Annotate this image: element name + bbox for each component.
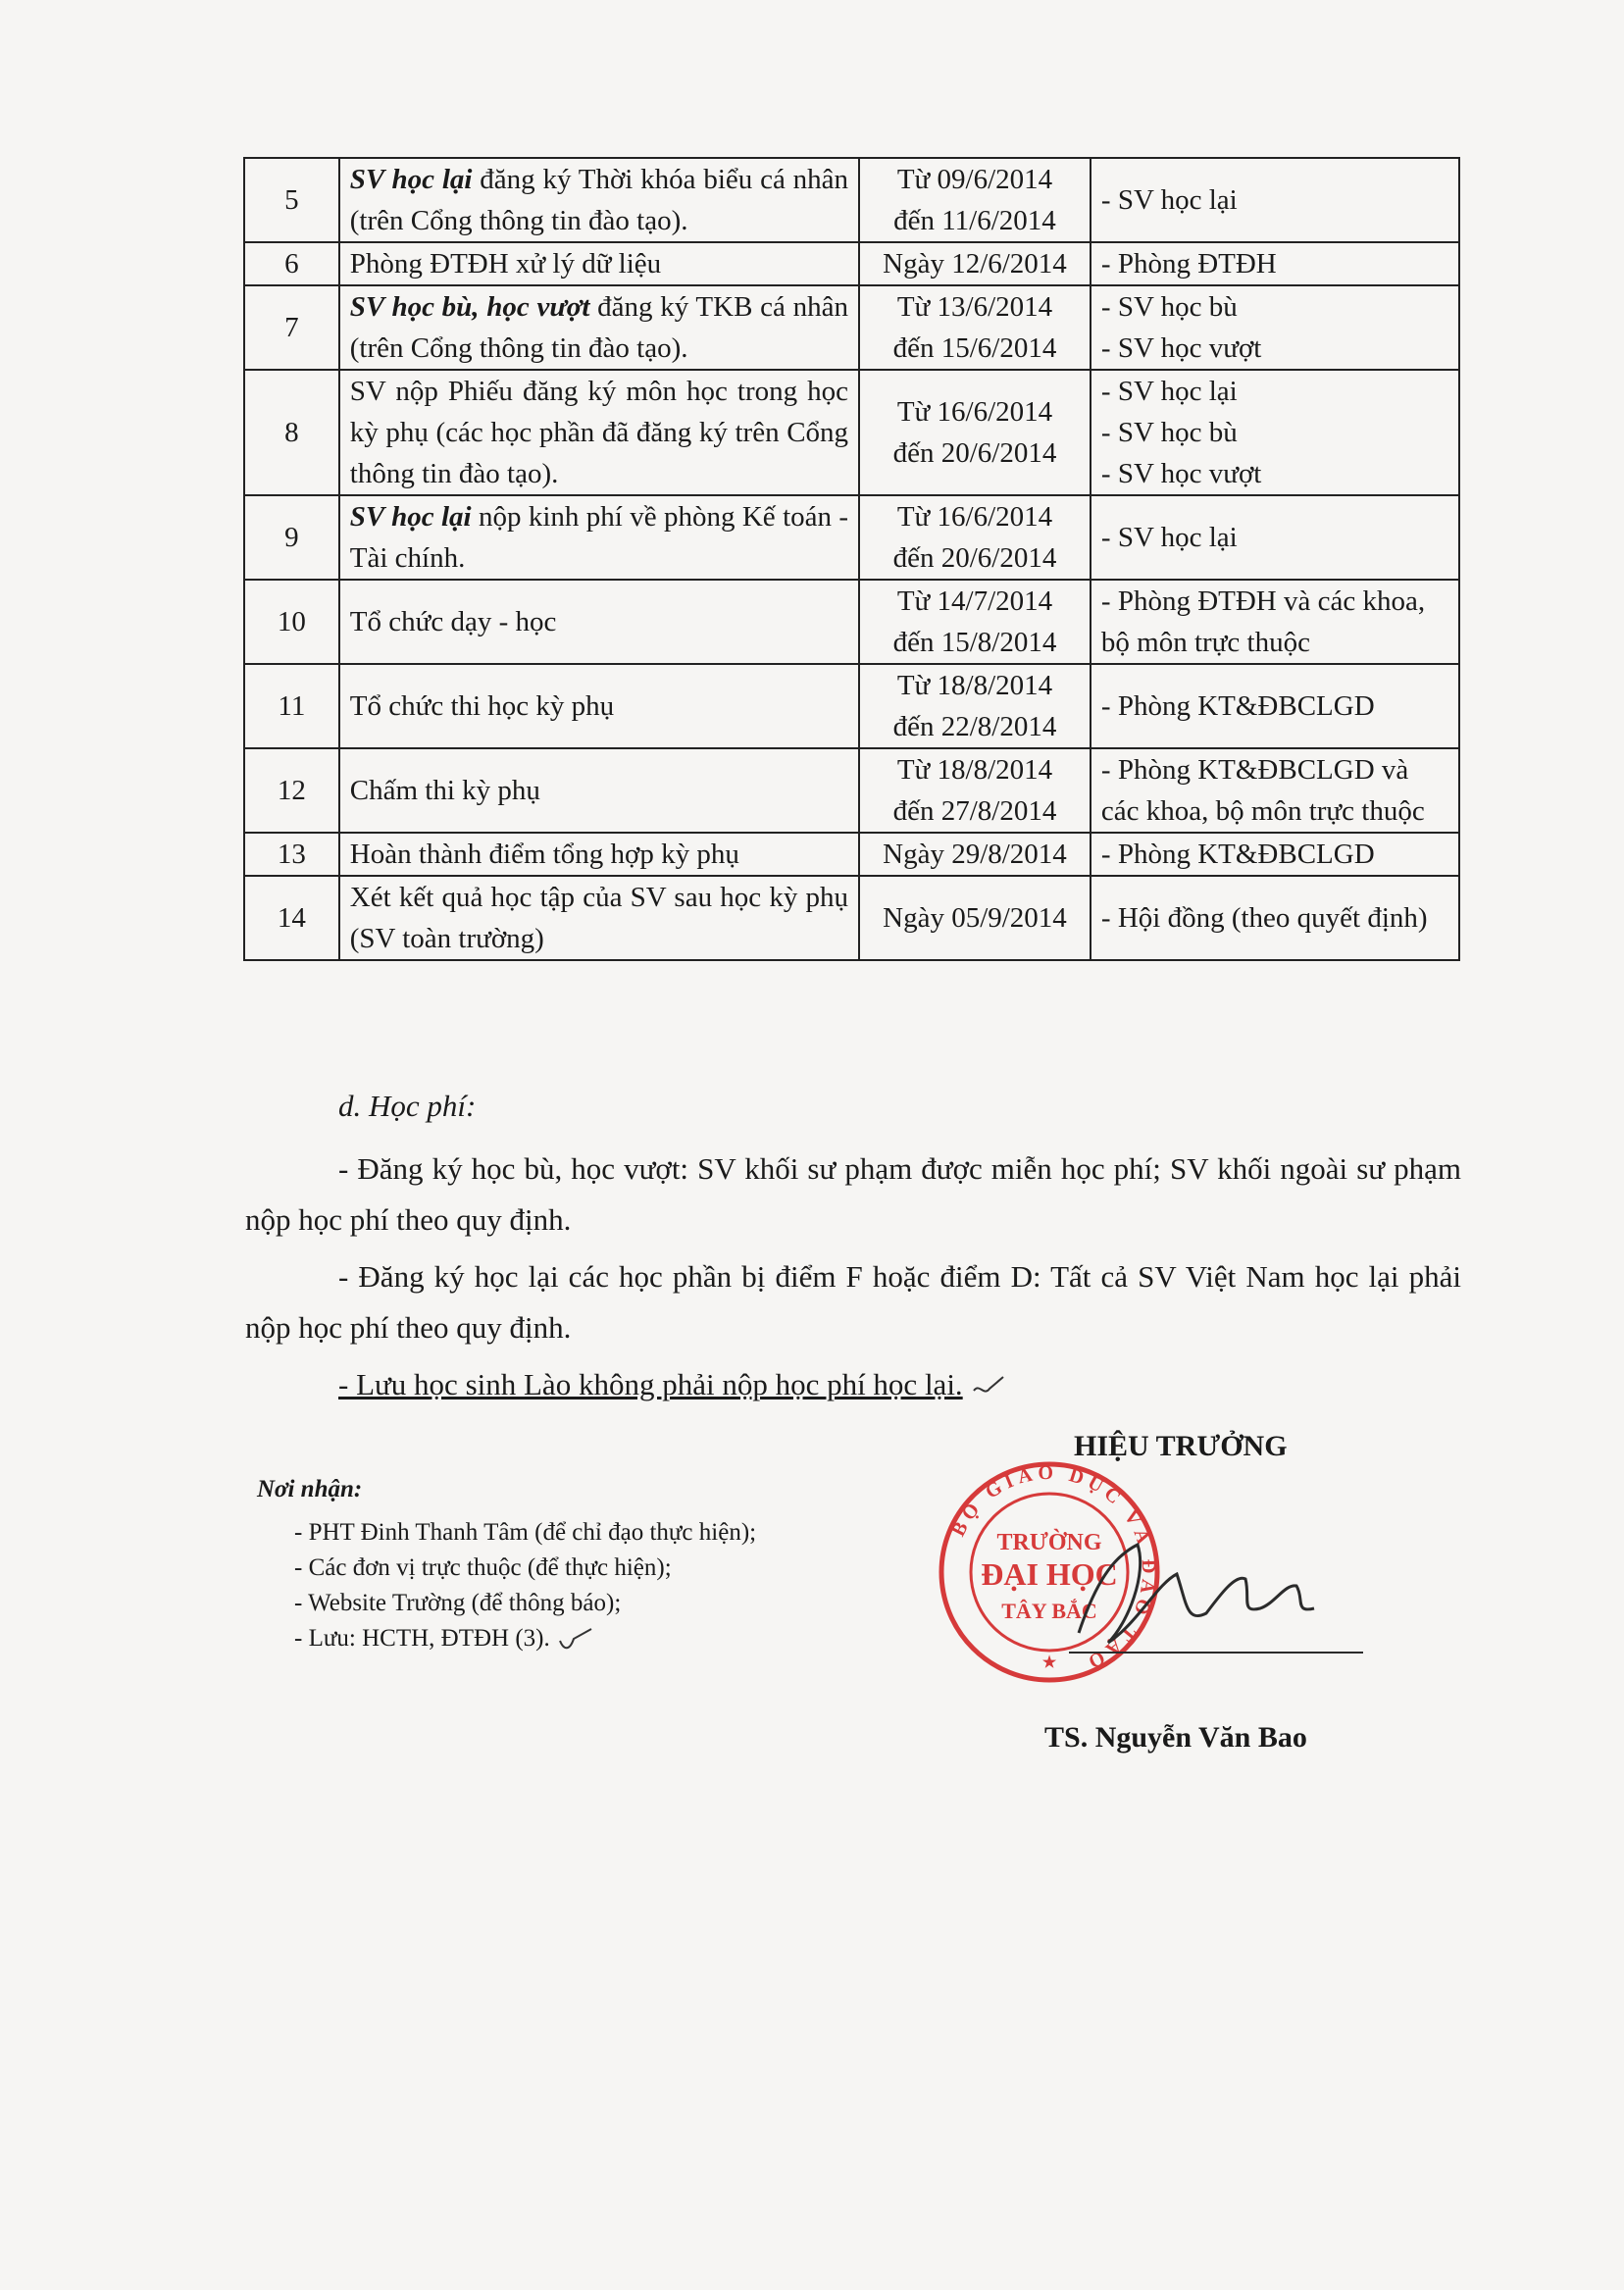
time-cell: Ngày 05/9/2014: [859, 876, 1091, 960]
time-cell: Từ 16/6/2014 đến 20/6/2014: [859, 370, 1091, 495]
initial-mark-icon: [970, 1373, 1009, 1402]
responsible-cell: - SV học lại: [1091, 495, 1459, 580]
responsible-cell: - Phòng KT&ĐBCLGD: [1091, 833, 1459, 876]
table-row: [244, 833, 1459, 876]
row-number: 12: [244, 748, 339, 833]
recipients-list: [294, 1515, 756, 1656]
time-cell: Từ 18/8/2014 đến 22/8/2014: [859, 664, 1091, 748]
responsible-cell: - Phòng KT&ĐBCLGD: [1091, 664, 1459, 748]
row-number: 8: [244, 370, 339, 495]
recipient-item: - PHT Đinh Thanh Tâm (để chỉ đạo thực hiện);: [294, 1519, 757, 1546]
task-cell: Tổ chức dạy - học: [339, 580, 859, 664]
signature-title: HIỆU TRƯỞNG: [1074, 1430, 1288, 1462]
responsible-cell: - SV học lại - SV học bù - SV học vượt: [1091, 370, 1459, 495]
task-cell: Phòng ĐTĐH xử lý dữ liệu: [339, 242, 859, 285]
time-cell: Từ 09/6/2014 đến 11/6/2014: [859, 158, 1091, 242]
time-cell: Từ 14/7/2014 đến 15/8/2014: [859, 580, 1091, 664]
stamp-line1: TRƯỜNG: [996, 1530, 1102, 1555]
task-cell: Xét kết quả học tập của SV sau học kỳ phụ (SV toàn trường): [339, 876, 859, 960]
time-cell: Ngày 12/6/2014: [859, 242, 1091, 285]
stamp-ring-text: BỘ GIÁO DỤC VÀ ĐÀO TẠO: [947, 1461, 1160, 1675]
recipient-item: - Các đơn vị trực thuộc (để thực hiện);: [294, 1554, 672, 1581]
responsible-cell: - Hội đồng (theo quyết định): [1091, 876, 1459, 960]
responsible-cell: - SV học lại: [1091, 158, 1459, 242]
task-cell: Chấm thi kỳ phụ: [339, 748, 859, 833]
initial-mark-icon: [556, 1625, 595, 1654]
table-row: [244, 664, 1459, 748]
table-row: [244, 580, 1459, 664]
responsible-cell: - SV học bù - SV học vượt: [1091, 285, 1459, 370]
table-row: [244, 876, 1459, 960]
task-cell: SV nộp Phiếu đăng ký môn học trong học kỳ phụ (các học phần đã đăng ký trên Cổng thông tin đào tạo).: [339, 370, 859, 495]
time-cell: Từ 18/8/2014 đến 27/8/2014: [859, 748, 1091, 833]
row-number: 13: [244, 833, 339, 876]
stamp-line3: TÂY BẮC: [1001, 1599, 1097, 1623]
responsible-cell: - Phòng ĐTĐH: [1091, 242, 1459, 285]
task-cell: SV học lại nộp kinh phí về phòng Kế toán - Tài chính.: [339, 495, 859, 580]
time-cell: Từ 16/6/2014 đến 20/6/2014: [859, 495, 1091, 580]
fee-paragraph: - Đăng ký học lại các học phần bị điểm F hoặc điểm D: Tất cả SV Việt Nam học lại phải nộp học phí theo quy định.: [245, 1259, 1461, 1345]
signer-name: TS. Nguyễn Văn Bao: [1044, 1721, 1307, 1754]
fee-paragraph: - Đăng ký học bù, học vượt: SV khối sư phạm được miễn học phí; SV khối ngoài sư phạm nộp học phí theo quy định.: [245, 1151, 1461, 1237]
table-row: [244, 285, 1459, 370]
handwritten-signature: [1040, 1515, 1373, 1692]
row-number: 5: [244, 158, 339, 242]
recipients-heading: Nơi nhận:: [257, 1476, 363, 1502]
svg-text:★: ★: [1041, 1654, 1057, 1671]
responsible-cell: - Phòng ĐTĐH và các khoa, bộ môn trực thuộc: [1091, 580, 1459, 664]
row-number: 14: [244, 876, 339, 960]
table-row: [244, 748, 1459, 833]
recipient-item: - Lưu: HCTH, ĐTĐH (3).: [294, 1621, 756, 1656]
schedule-table: [243, 157, 1460, 961]
task-cell: SV học bù, học vượt đăng ký TKB cá nhân (trên Cổng thông tin đào tạo).: [339, 285, 859, 370]
row-number: 6: [244, 242, 339, 285]
stamp-line2: ĐẠI HỌC: [981, 1556, 1118, 1592]
fees-heading: d. Học phí:: [338, 1089, 477, 1123]
table-row: [244, 495, 1459, 580]
table-row: [244, 158, 1459, 242]
time-cell: Từ 13/6/2014 đến 15/6/2014: [859, 285, 1091, 370]
recipient-item: - Website Trường (để thông báo);: [294, 1590, 622, 1616]
row-number: 10: [244, 580, 339, 664]
table-row: [244, 370, 1459, 495]
time-cell: Ngày 29/8/2014: [859, 833, 1091, 876]
task-cell: Hoàn thành điểm tổng hợp kỳ phụ: [339, 833, 859, 876]
row-number: 9: [244, 495, 339, 580]
task-cell: SV học lại đăng ký Thời khóa biểu cá nhân (trên Cổng thông tin đào tạo).: [339, 158, 859, 242]
fee-paragraph: - Lưu học sinh Lào không phải nộp học phí học lại.: [245, 1359, 1461, 1410]
table-row: [244, 242, 1459, 285]
task-cell: Tổ chức thi học kỳ phụ: [339, 664, 859, 748]
row-number: 7: [244, 285, 339, 370]
responsible-cell: - Phòng KT&ĐBCLGD và các khoa, bộ môn trực thuộc: [1091, 748, 1459, 833]
row-number: 11: [244, 664, 339, 748]
